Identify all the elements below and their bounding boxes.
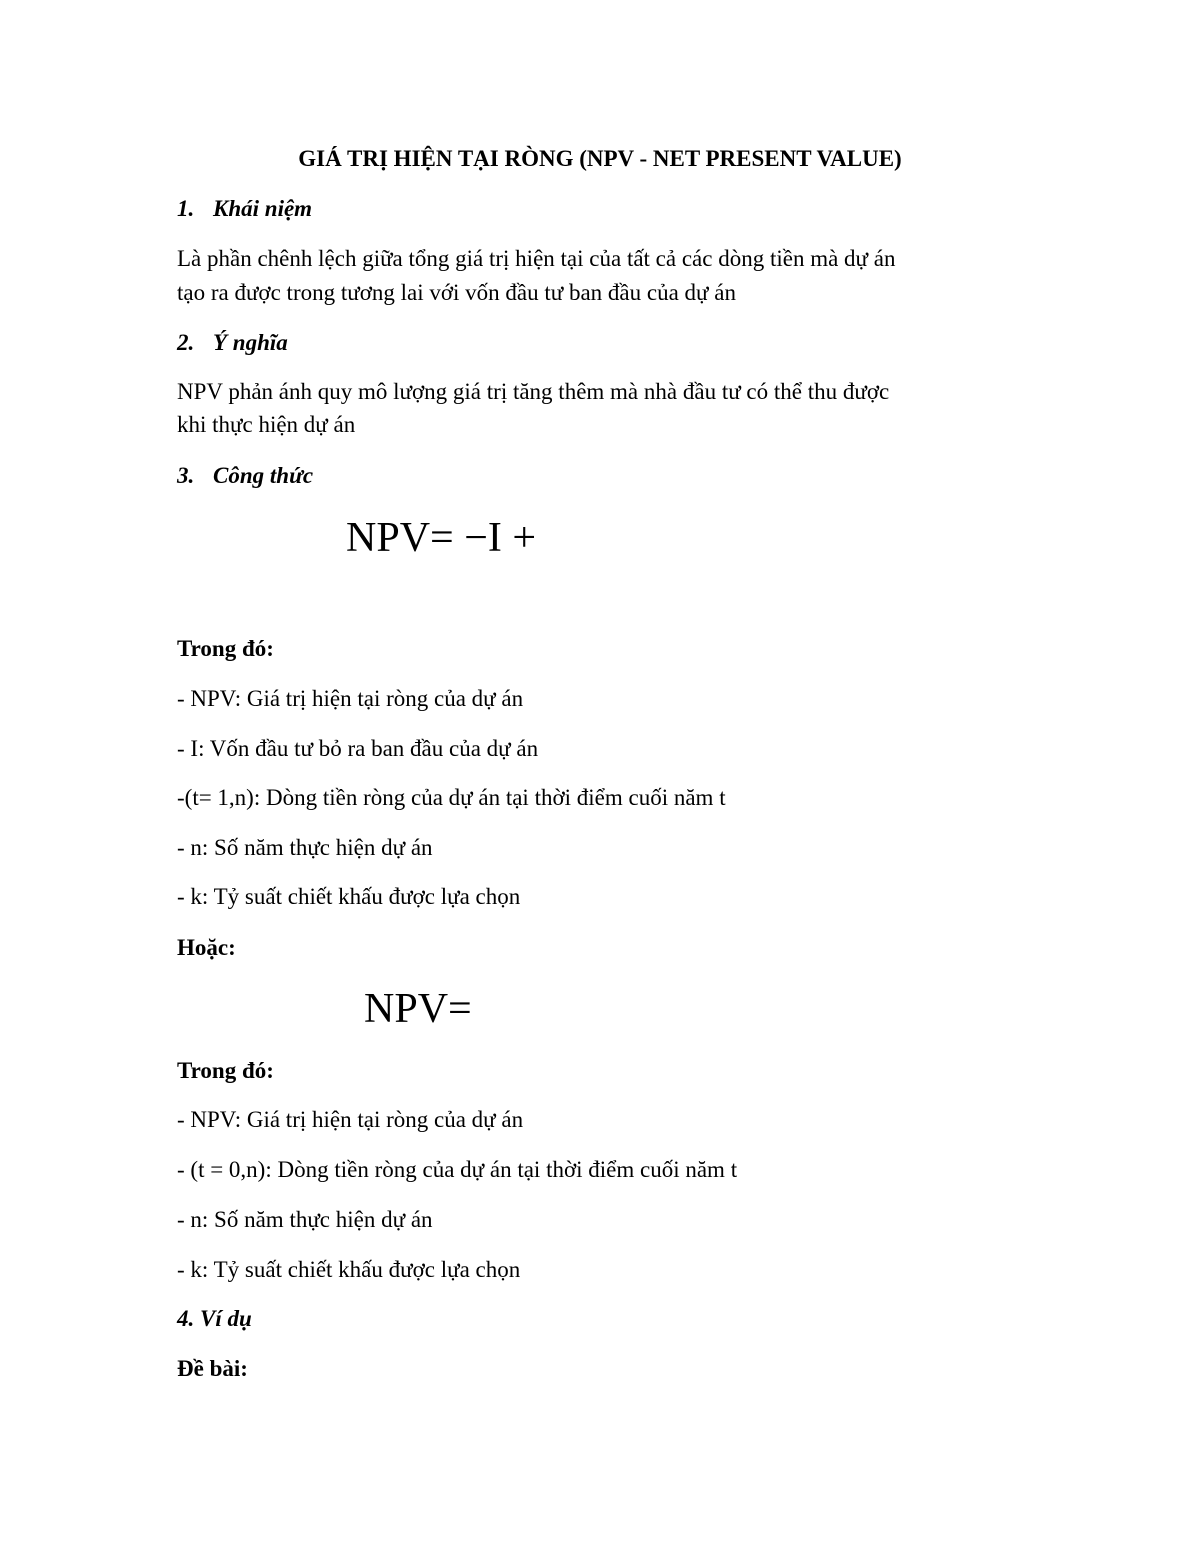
problem-label: Đề bài: <box>177 1356 248 1381</box>
meaning-line: khi thực hiện dự án <box>177 412 356 437</box>
definition-item: - n: Số năm thực hiện dự án <box>177 1207 433 1232</box>
definition-item: - I: Vốn đầu tư bỏ ra ban đầu của dự án <box>177 736 539 761</box>
definition-item: -(t= 1,n): Dòng tiền ròng của dự án tại thời điểm cuối năm t <box>177 785 726 810</box>
definition-item: - NPV: Giá trị hiện tại ròng của dự án <box>177 1107 524 1132</box>
section-number: 2. <box>177 330 195 355</box>
section-title: Công thức <box>213 463 314 488</box>
section-title: Ví dụ <box>200 1306 252 1331</box>
definition-line: tạo ra được trong tương lai với vốn đầu tư ban đầu của dự án <box>177 280 736 305</box>
npv-formula: NPV= −I + <box>346 515 537 561</box>
meaning-line: NPV phản ánh quy mô lượng giá trị tăng thêm mà nhà đầu tư có thể thu được <box>177 379 890 404</box>
where-label: Trong đó: <box>177 1058 274 1083</box>
definition-item: - k: Tỷ suất chiết khấu được lựa chọn <box>177 1257 521 1282</box>
section-title: Ý nghĩa <box>213 330 288 355</box>
definition-item: - NPV: Giá trị hiện tại ròng của dự án <box>177 686 524 711</box>
section-number: 1. <box>177 196 195 221</box>
definition-line: Là phần chênh lệch giữa tổng giá trị hiện tại của tất cả các dòng tiền mà dự án <box>177 246 896 271</box>
section-number: 4. <box>177 1306 195 1331</box>
definition-item: - (t = 0,n): Dòng tiền ròng của dự án tại thời điểm cuối năm t <box>177 1157 738 1182</box>
page-title: GIÁ TRỊ HIỆN TẠI RÒNG (NPV - NET PRESENT VALUE) <box>298 146 902 171</box>
section-heading-formula <box>177 463 313 489</box>
section-number: 3. <box>177 463 195 488</box>
definition-item: - k: Tỷ suất chiết khấu được lựa chọn <box>177 884 521 909</box>
section-heading-meaning <box>177 330 288 356</box>
section-heading-concept <box>177 196 312 222</box>
section-title: Khái niệm <box>213 196 313 221</box>
or-label: Hoặc: <box>177 935 236 960</box>
definition-item: - n: Số năm thực hiện dự án <box>177 835 433 860</box>
where-label: Trong đó: <box>177 636 274 661</box>
section-heading-example <box>177 1306 252 1332</box>
npv-formula-alt: NPV= <box>364 986 472 1032</box>
